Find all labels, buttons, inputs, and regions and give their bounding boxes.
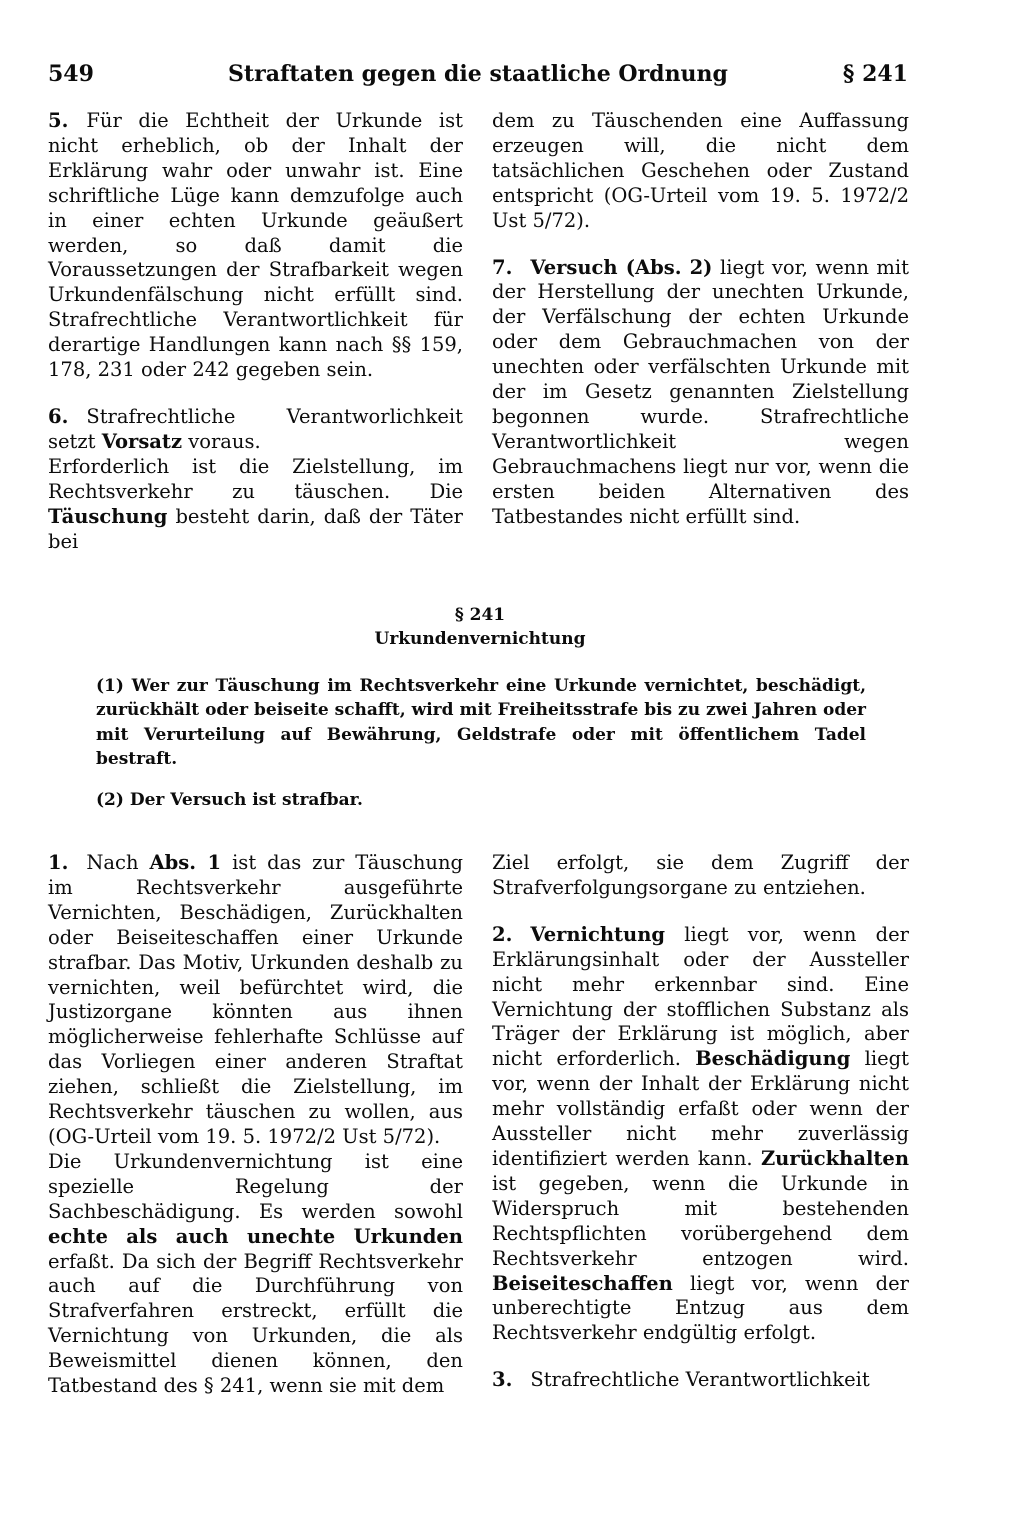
paragraph-text: Nach — [86, 851, 150, 874]
page-number: 549 — [48, 61, 94, 87]
emphasis-term: Zurückhalten — [760, 1146, 909, 1170]
paragraph-number: 6. — [48, 404, 69, 428]
paragraph-number: 3. — [492, 1368, 513, 1392]
top-left-column — [48, 109, 463, 554]
section-reference: § 241 — [842, 61, 908, 87]
statute-paragraph-1: (1) Wer zur Täuschung im Rechtsverkehr eine Urkunde vernichtet, beschädigt, zurückhält oder beiseite schafft, wird mit Freiheitsstrafe bis zu zwei Jahren oder mit Verurteilung auf Bewährung, Geldstrafe oder mit öffentlichem Tadel bestraft. — [96, 676, 866, 769]
commentary-paragraph-7 — [492, 256, 909, 530]
page-header — [48, 56, 908, 92]
paragraph-text: ist gegeben, wenn die Urkunde in Widerspruch mit bestehenden Rechtspflichten vorübergehend dem Rechtsverkehr entzogen wird. — [492, 1171, 909, 1270]
paragraph-text: Strafrechtliche Verantwortlichkeit — [530, 1368, 870, 1392]
bottom-right-column — [492, 851, 909, 1393]
commentary-paragraph-1-continuation — [492, 851, 909, 901]
commentary-paragraph-1-continued — [48, 1150, 463, 1399]
section-heading — [0, 603, 960, 651]
paragraph-text: voraus. — [182, 429, 261, 453]
commentary-paragraph-6-continued — [48, 455, 463, 555]
paragraph-text: Die Urkundenvernichtung ist eine spezielle Regelung der Sachbeschädigung. Es werden sowohl — [48, 1149, 463, 1223]
emphasis-term: Vorsatz — [101, 429, 183, 453]
paragraph-text: dem zu Täuschenden eine Auffassung erzeugen will, die nicht dem tatsächlichen Geschehen oder Zustand entspricht (OG-Urteil vom 19. 5. 1972/2 Ust 5/72). — [492, 109, 909, 232]
running-title: Straftaten gegen die staatliche Ordnung — [228, 61, 728, 87]
paragraph-number: 5. — [48, 109, 69, 132]
paragraph-text: liegt vor, wenn der Inhalt der Erklärung nicht mehr vollständig erfaßt oder wenn der Aussteller nicht mehr zuverlässig identifiziert werden kann. — [492, 1047, 909, 1170]
paragraph-text: Für die Echtheit der Urkunde ist nicht erheblich, ob der Inhalt der Erklärung wahr oder unwahr ist. Eine schriftliche Lüge kann demzufolge auch in einer echten Urkunde geäußert werden, so daß damit die Voraussetzungen der Strafbarkeit wegen Urkundenfälschung nicht erfüllt sind. Strafrechtliche Verantwortlichkeit für derartige Handlungen kann nach §§ 159, 178, 231 oder 242 gegeben sein. — [48, 109, 463, 382]
commentary-paragraph-6-continuation — [492, 109, 909, 234]
section-number: § 241 — [454, 605, 506, 625]
top-right-column — [492, 109, 909, 530]
paragraph-text: Ziel erfolgt, sie dem Zugriff der Strafverfolgungsorgane zu entziehen. — [492, 851, 909, 899]
paragraph-text: Strafrechtliche Verantworlichkeit setzt — [48, 404, 463, 453]
paragraph-text: erfaßt. Da sich der Begriff Rechtsverkehr auch auf die Durchführung von Strafverfahren erstreckt, erfüllt die Vernichtung von Urkunden, die als Beweismittel dienen können, den Tatbestand des § 241, wenn sie mit dem — [48, 1249, 463, 1398]
commentary-paragraph-3 — [492, 1368, 909, 1393]
commentary-paragraph-5 — [48, 109, 463, 383]
paragraph-text: liegt vor, wenn der Erklärungsinhalt oder der Aussteller nicht mehr erkennbar sind. Eine Vernichtung der stofflichen Substanz als Träger der Erklärung ist möglich, aber nicht erforderlich. — [492, 922, 909, 1071]
emphasis-term: Beschädigung — [695, 1047, 851, 1071]
commentary-paragraph-1 — [48, 851, 463, 1150]
paragraph-number: 7. — [492, 255, 513, 279]
paragraph-number: 1. — [48, 851, 69, 874]
emphasis-term: Vernichtung — [530, 922, 666, 946]
paragraph-text: Erforderlich ist die Zielstellung, im Rechtsverkehr zu täuschen. Die — [48, 454, 463, 503]
emphasis-term: Täuschung — [48, 504, 168, 528]
bottom-left-column — [48, 851, 463, 1399]
emphasis-term: Beiseiteschaffen — [492, 1271, 673, 1295]
emphasis-term: echte als auch unechte Urkunden — [48, 1224, 463, 1248]
paragraph-number: 2. — [492, 922, 513, 946]
emphasis-term: Versuch (Abs. 2) — [530, 255, 713, 279]
emphasis-term: Abs. 1 — [149, 851, 222, 874]
paragraph-text: besteht darin, daß der Täter bei — [48, 504, 463, 553]
commentary-paragraph-2 — [492, 923, 909, 1346]
section-title: Urkundenvernichtung — [374, 629, 586, 649]
paragraph-text: ist das zur Täuschung im Rechtsverkehr ausgeführte Vernichten, Beschädigen, Zurückhalten oder Beiseiteschaffen einer Urkunde strafbar. Das Motiv, Urkunden deshalb zu vernichten, weil befürchtet wird, die Justizorgane könnten aus ihnen möglicherweise fehlerhafte Schlüsse auf das Vorliegen einer anderen Straftat ziehen, schließt die Zielstellung, im Rechtsverkehr täuschen zu wollen, aus (OG-Urteil vom 19. 5. 1972/2 Ust 5/72). — [48, 851, 463, 1148]
paragraph-text: liegt vor, wenn der unberechtigte Entzug aus dem Rechtsverkehr endgültig erfolgt. — [492, 1271, 909, 1345]
paragraph-text: liegt vor, wenn mit der Herstellung der unechten Urkunde, der Verfälschung der echten Urkunde oder dem Gebrauchmachen von der unechten oder verfälschten Urkunde mit der im Gesetz genannten Zielstellung begonnen wurde. Strafrechtliche Verantwortlichkeit wegen Gebrauchmachens liegt nur vor, wenn die ersten beiden Alternativen des Tatbestandes nicht erfüllt sind. — [492, 255, 909, 528]
statute-paragraph-2: (2) Der Versuch ist strafbar. — [96, 790, 363, 810]
commentary-paragraph-6 — [48, 405, 463, 455]
